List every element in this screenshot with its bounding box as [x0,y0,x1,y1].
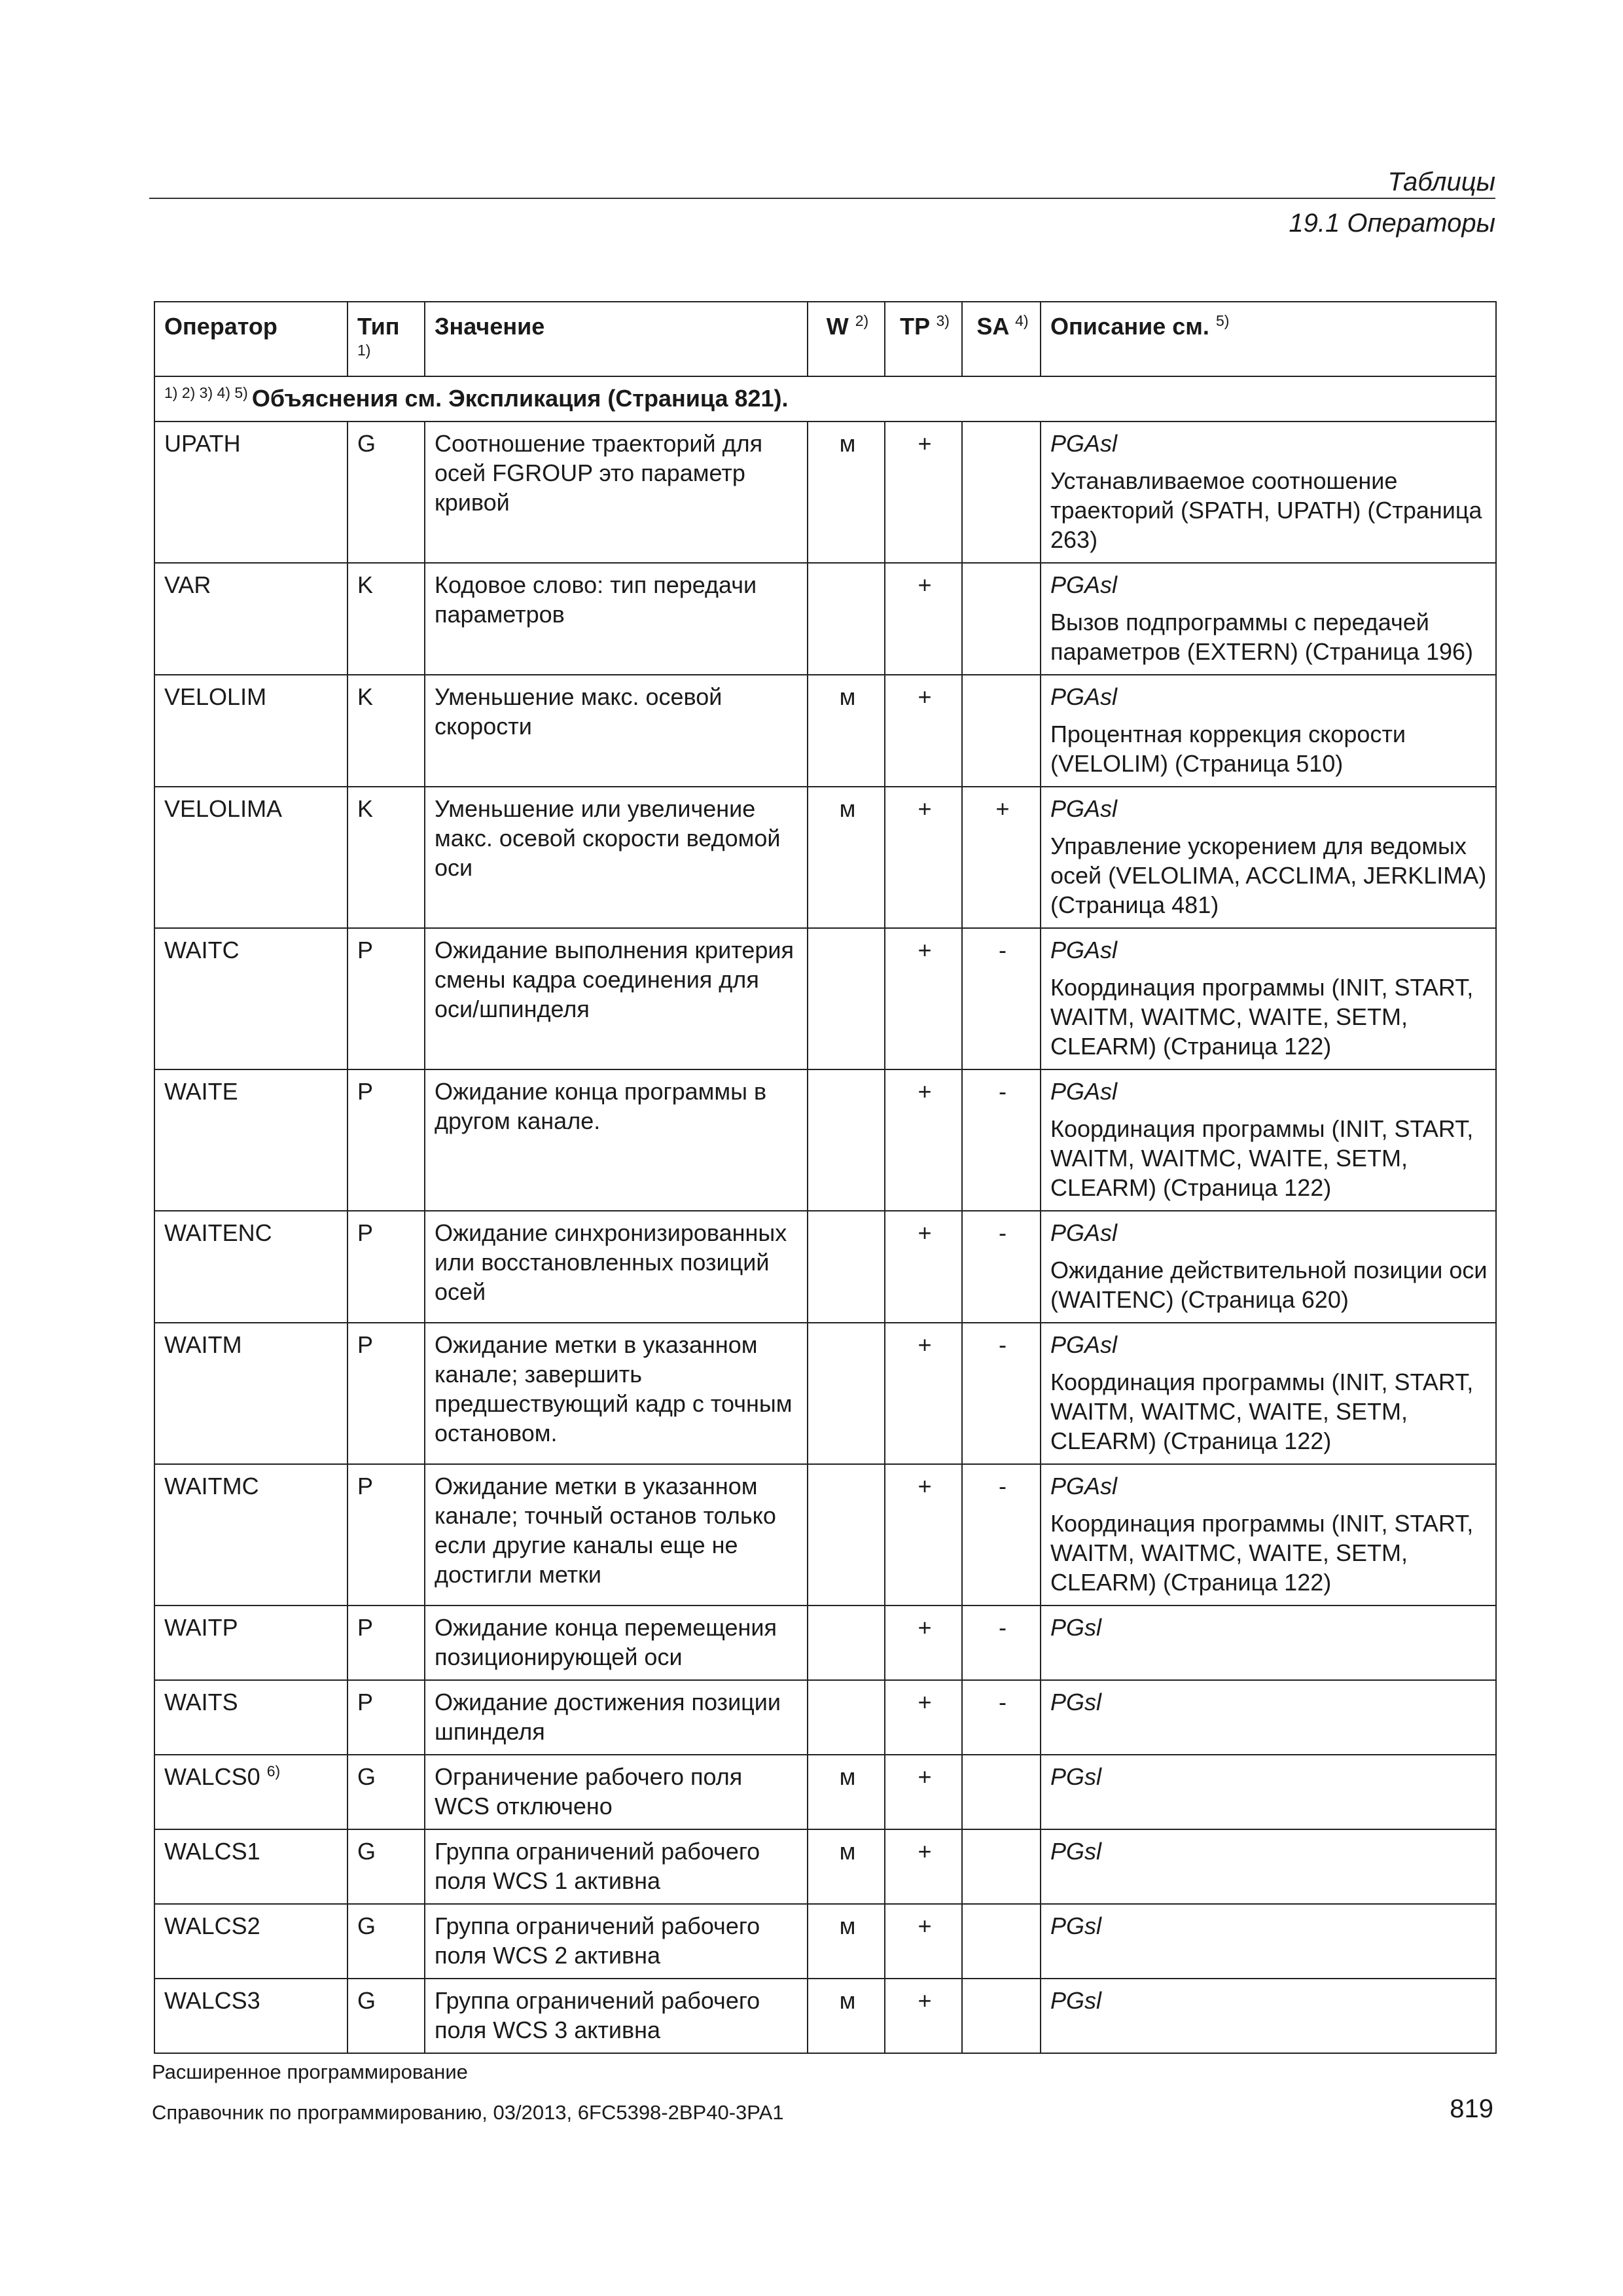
cell-operator [154,422,348,563]
cell-meaning: Группа ограничений рабочего поля WCS 2 активна [425,1904,808,1979]
cell-sa [962,1755,1041,1829]
cell-meaning: Соотношение траекторий для осей FGROUP это параметр кривой [425,422,808,563]
col-meaning-header: Значение [425,302,808,376]
manual-reference: PGsl [1050,1912,1102,1939]
table-note-row [154,376,1496,422]
description-link[interactable]: Координация программы (INIT, START, WAITM, WAITMC, WAITE, SETM, CLEARM) (Страница 122) [1050,1369,1474,1454]
cell-sa: - [962,1211,1041,1323]
description-link[interactable]: Устанавливаемое соотношение траекторий (SPATH, UPATH) (Страница 263) [1050,467,1482,553]
operator-name: WALCS1 [164,1838,260,1865]
cell-meaning: Кодовое слово: тип передачи параметров [425,563,808,675]
cell-description [1041,422,1496,563]
table-row [154,787,1496,928]
operator-footnote: 6) [266,1763,281,1780]
cell-description [1041,1755,1496,1829]
table-body [154,422,1496,2053]
cell-tp: + [885,1979,962,2053]
manual-reference: PGAsl [1050,937,1118,963]
manual-reference: PGAsl [1050,1219,1118,1246]
cell-meaning: Группа ограничений рабочего поля WCS 3 активна [425,1979,808,2053]
operator-name: VAR [164,571,211,598]
description-link[interactable]: Управление ускорением для ведомых осей (VELOLIMA, ACCLIMA, JERKLIMA) (Страница 481) [1050,833,1487,918]
cell-type: K [348,787,425,928]
description-link[interactable]: Вызов подпрограммы с передачей параметров (EXTERN) (Страница 196) [1050,609,1473,665]
cell-operator [154,1979,348,2053]
manual-reference: PGAsl [1050,1331,1118,1358]
cell-operator [154,1211,348,1323]
description-link[interactable]: Ожидание действительной позиции оси (WAITENC) (Страница 620) [1050,1257,1488,1313]
cell-type: G [348,1979,425,2053]
cell-meaning: Уменьшение или увеличение макс. осевой скорости ведомой оси [425,787,808,928]
cell-meaning: Ожидание метки в указанном канале; точный останов только если другие каналы еще не достигли метки [425,1464,808,1605]
cell-tp: + [885,1464,962,1605]
cell-meaning: Группа ограничений рабочего поля WCS 1 активна [425,1829,808,1904]
cell-tp: + [885,1069,962,1211]
header-divider [149,198,1495,199]
operator-name: WALCS2 [164,1912,260,1939]
table-row [154,563,1496,675]
operator-name: VELOLIM [164,683,267,710]
manual-reference: PGsl [1050,1838,1102,1865]
table-row [154,1323,1496,1464]
manual-reference: PGAsl [1050,430,1118,457]
cell-tp: + [885,1904,962,1979]
cell-meaning: Ожидание конца перемещения позиционирующей оси [425,1605,808,1680]
cell-sa: - [962,1680,1041,1755]
col-w-header: W $^{2)}$ [808,302,885,376]
table-row [154,1680,1496,1755]
cell-meaning: Ожидание синхронизированных или восстановленных позиций осей [425,1211,808,1323]
cell-operator [154,675,348,787]
operator-name: WAITC [164,937,240,963]
cell-w [808,1323,885,1464]
cell-tp: + [885,1211,962,1323]
cell-meaning: Ожидание метки в указанном канале; завершить предшествующий кадр с точным остановом. [425,1323,808,1464]
operator-name: UPATH [164,430,241,457]
table-row [154,1755,1496,1829]
cell-w: м [808,1979,885,2053]
cell-w [808,1211,885,1323]
description-link[interactable]: Координация программы (INIT, START, WAITM, WAITMC, WAITE, SETM, CLEARM) (Страница 122) [1050,974,1474,1060]
page-number: 819 [1450,2094,1493,2123]
cell-type: P [348,1323,425,1464]
manual-reference: PGsl [1050,1689,1102,1715]
cell-sa [962,1979,1041,2053]
cell-description [1041,1464,1496,1605]
cell-operator [154,1829,348,1904]
cell-sa [962,563,1041,675]
section-title: 19.1 Операторы [1289,209,1495,238]
cell-description [1041,1979,1496,2053]
cell-type: G [348,422,425,563]
table-row [154,1979,1496,2053]
cell-w: м [808,675,885,787]
cell-meaning: Уменьшение макс. осевой скорости [425,675,808,787]
chapter-title: Таблицы [1387,168,1495,196]
cell-sa: - [962,928,1041,1069]
cell-type: G [348,1829,425,1904]
cell-operator [154,1680,348,1755]
cell-type: K [348,563,425,675]
description-link[interactable]: Процентная коррекция скорости (VELOLIM) (Страница 510) [1050,721,1406,777]
cell-type: P [348,1680,425,1755]
cell-type: P [348,928,425,1069]
cell-tp: + [885,787,962,928]
cell-operator [154,1605,348,1680]
cell-description [1041,1211,1496,1323]
footer-title: Расширенное программирование [152,2060,468,2083]
cell-w [808,1680,885,1755]
cell-sa [962,1904,1041,1979]
cell-tp: + [885,1680,962,1755]
cell-w [808,928,885,1069]
operator-name: WAITMC [164,1473,259,1499]
cell-tp: + [885,1605,962,1680]
cell-type: P [348,1464,425,1605]
cell-w [808,1464,885,1605]
manual-reference: PGAsl [1050,1078,1118,1105]
manual-reference: PGAsl [1050,795,1118,822]
cell-sa: - [962,1464,1041,1605]
cell-description [1041,1829,1496,1904]
cell-type: G [348,1755,425,1829]
operator-name: WAITENC [164,1219,272,1246]
cell-description [1041,1680,1496,1755]
operator-name: WAITE [164,1078,238,1105]
col-type-header: Тип $^{1)}$ [348,302,425,376]
cell-description [1041,1069,1496,1211]
footer-reference: Справочник по программированию, 03/2013, 6FC5398-2BP40-3PA1 [152,2101,784,2124]
table-row [154,1829,1496,1904]
cell-operator [154,1464,348,1605]
cell-type: P [348,1605,425,1680]
cell-type: P [348,1211,425,1323]
cell-meaning: Ожидание конца программы в другом канале. [425,1069,808,1211]
cell-operator [154,1755,348,1829]
table-row [154,1605,1496,1680]
manual-reference: PGsl [1050,1614,1102,1641]
table-note: $^{1) 2) 3) 4) 5)}$ Объяснения см. Экспликация (Страница 821). [154,376,1496,422]
cell-description [1041,675,1496,787]
cell-sa: - [962,1605,1041,1680]
cell-meaning: Ожидание выполнения критерия смены кадра соединения для оси/шпинделя [425,928,808,1069]
cell-description [1041,1605,1496,1680]
manual-reference: PGsl [1050,1763,1102,1790]
cell-tp: + [885,1829,962,1904]
operator-name: WAITS [164,1689,238,1715]
cell-operator [154,787,348,928]
cell-w: м [808,422,885,563]
table-header-row [154,302,1496,376]
table-row [154,1211,1496,1323]
cell-description [1041,787,1496,928]
cell-sa [962,675,1041,787]
col-operator-header: Оператор [154,302,348,376]
manual-reference: PGAsl [1050,571,1118,598]
description-link[interactable]: Координация программы (INIT, START, WAITM, WAITMC, WAITE, SETM, CLEARM) (Страница 122) [1050,1510,1474,1596]
col-sa-header: SA $^{4)}$ [962,302,1041,376]
cell-w [808,563,885,675]
cell-operator [154,1069,348,1211]
table-row [154,422,1496,563]
table-row [154,675,1496,787]
cell-operator [154,1904,348,1979]
cell-operator [154,1323,348,1464]
cell-operator [154,563,348,675]
cell-tp: + [885,1323,962,1464]
cell-w [808,1069,885,1211]
cell-w: м [808,1829,885,1904]
table-row [154,1069,1496,1211]
operator-name: WAITP [164,1614,238,1641]
table-row [154,1904,1496,1979]
cell-sa: - [962,1323,1041,1464]
cell-meaning: Ожидание достижения позиции шпинделя [425,1680,808,1755]
col-tp-header: TP $^{3)}$ [885,302,962,376]
manual-reference: PGsl [1050,1987,1102,2014]
cell-type: K [348,675,425,787]
operator-name: WALCS3 [164,1987,260,2014]
manual-reference: PGAsl [1050,683,1118,710]
cell-sa [962,422,1041,563]
cell-type: G [348,1904,425,1979]
cell-description [1041,563,1496,675]
operators-table [154,301,1497,2054]
cell-sa: - [962,1069,1041,1211]
cell-operator [154,928,348,1069]
description-link[interactable]: Координация программы (INIT, START, WAITM, WAITMC, WAITE, SETM, CLEARM) (Страница 122) [1050,1115,1474,1201]
operator-name: VELOLIMA [164,795,283,822]
cell-meaning: Ограничение рабочего поля WCS отключено [425,1755,808,1829]
cell-description [1041,1904,1496,1979]
cell-sa [962,1829,1041,1904]
cell-w: м [808,787,885,928]
manual-reference: PGAsl [1050,1473,1118,1499]
cell-sa: + [962,787,1041,928]
table-row [154,1464,1496,1605]
col-desc-header: Описание см. $^{5)}$ [1041,302,1496,376]
table-row [154,928,1496,1069]
cell-tp: + [885,675,962,787]
cell-description [1041,1323,1496,1464]
cell-tp: + [885,1755,962,1829]
cell-description [1041,928,1496,1069]
cell-w: м [808,1904,885,1979]
cell-tp: + [885,928,962,1069]
cell-w [808,1605,885,1680]
cell-tp: + [885,422,962,563]
cell-tp: + [885,563,962,675]
operator-name: WAITM [164,1331,242,1358]
operator-name: WALCS0 [164,1763,260,1790]
cell-w: м [808,1755,885,1829]
cell-type: P [348,1069,425,1211]
